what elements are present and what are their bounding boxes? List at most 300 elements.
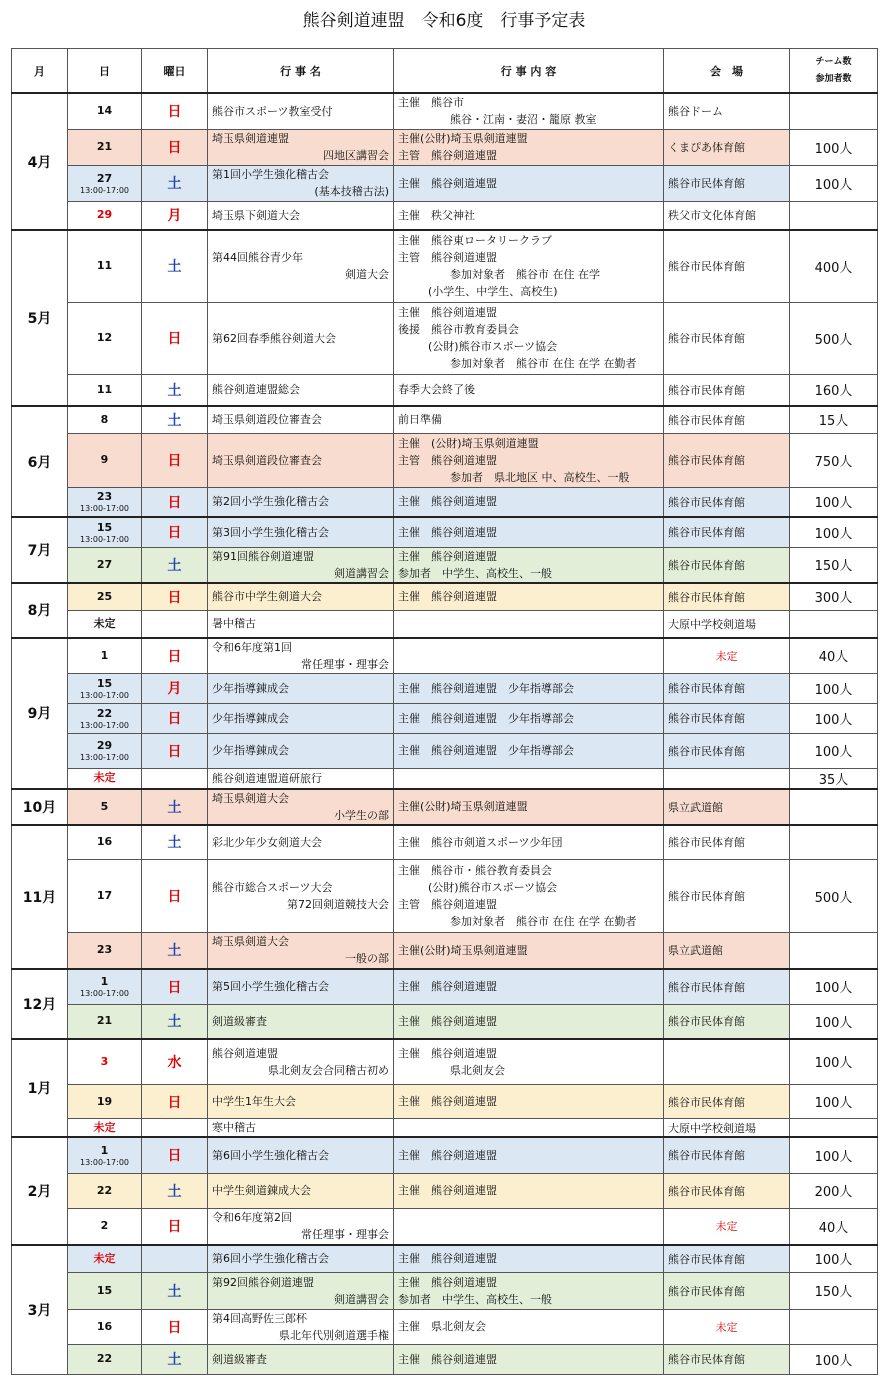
date-cell [68, 768, 142, 789]
event-cell [208, 583, 394, 611]
content-cell [394, 1137, 664, 1173]
date-value: 未定 [93, 1120, 116, 1134]
event-cell [208, 1272, 394, 1309]
time-range: 13:00-17:00 [80, 720, 129, 730]
content-line: 主催 熊谷市剣道スポーツ少年団 [398, 835, 563, 849]
table-row [12, 583, 878, 611]
event-line: 県北剣友会合同稽古初め [268, 1063, 389, 1077]
venue-cell: 熊谷市民体育館 [664, 703, 790, 733]
weekday-cell: 土 [142, 1173, 208, 1208]
event-line: 彩北少年少女剣道大会 [212, 835, 322, 849]
weekday-cell: 月 [142, 201, 208, 230]
count-cell: 100人 [790, 165, 878, 201]
count-cell: 100人 [790, 517, 878, 547]
count-cell: 35人 [790, 768, 878, 789]
weekday-cell: 日 [142, 583, 208, 611]
venue-cell: 熊谷市民体育館 [664, 1245, 790, 1272]
table-row [12, 487, 878, 517]
event-line: 第2回小学生強化稽古会 [212, 495, 329, 509]
time-range: 13:00-17:00 [80, 1157, 129, 1167]
count-cell: 500人 [790, 860, 878, 933]
event-line: 埼玉県剣道大会 [212, 935, 289, 949]
time-range: 13:00-17:00 [80, 690, 129, 700]
table-row [12, 1005, 878, 1039]
event-cell [208, 201, 394, 230]
weekday-cell: 日 [142, 1208, 208, 1245]
content-line: 主催 熊谷剣道連盟 少年指導部会 [398, 681, 574, 695]
venue-cell: 熊谷市民体育館 [664, 230, 790, 302]
count-cell: 15人 [790, 406, 878, 433]
content-line: 参加者 中学生、高校生、一般 [398, 566, 552, 580]
content-line: (小学生、中学生、高校生) [428, 285, 558, 299]
content-line: 前日準備 [398, 413, 442, 427]
count-cell: 750人 [790, 433, 878, 487]
event-line: 第91回熊谷剣道連盟 [212, 549, 314, 563]
table-row [12, 703, 878, 733]
content-cell [394, 1005, 664, 1039]
content-line: 主催 熊谷剣道連盟 [398, 176, 497, 190]
weekday-cell: 土 [142, 789, 208, 825]
content-cell [394, 1173, 664, 1208]
event-cell [208, 1119, 394, 1138]
weekday-cell: 日 [142, 969, 208, 1005]
content-cell [394, 487, 664, 517]
content-line: 参加対象者 熊谷市 在住 在学 [450, 268, 600, 282]
date-cell [68, 933, 142, 969]
content-line: 参加者 県北地区 中、高校生、一般 [450, 470, 630, 484]
event-cell [208, 768, 394, 789]
content-line: 主管 熊谷剣道連盟 [398, 898, 497, 911]
event-line: 寒中稽古 [212, 1121, 256, 1134]
date-value: 25 [96, 589, 113, 603]
date-cell [68, 1344, 142, 1374]
venue-cell: 熊谷市民体育館 [664, 1173, 790, 1208]
count-cell: 150人 [790, 547, 878, 583]
event-line: 剣道級審査 [212, 1352, 267, 1366]
content-cell [394, 673, 664, 703]
event-cell [208, 1085, 394, 1119]
month-cell: 2月 [12, 1137, 68, 1245]
header-venue: 会 場 [664, 49, 790, 94]
time-range: 13:00-17:00 [80, 504, 129, 514]
date-cell [68, 1039, 142, 1085]
event-line: 第44回熊谷青少年 [212, 251, 303, 265]
event-cell [208, 703, 394, 733]
event-line: 四地区講習会 [323, 149, 389, 162]
content-line: 主催 秩父神社 [398, 208, 475, 222]
weekday-cell: 日 [142, 638, 208, 674]
count-cell: 100人 [790, 1005, 878, 1039]
content-line: 主管 熊谷剣道連盟 [398, 251, 497, 265]
date-value: 22 [96, 706, 113, 720]
date-value: 17 [96, 889, 113, 902]
header-event: 行 事 名 [208, 49, 394, 94]
content-cell [394, 733, 664, 768]
event-cell [208, 406, 394, 433]
table-row [12, 406, 878, 433]
content-cell [394, 1309, 664, 1344]
event-line: 剣道大会 [345, 268, 389, 282]
date-value: 16 [96, 1319, 113, 1333]
count-cell: 100人 [790, 673, 878, 703]
content-line: (公財)熊谷市スポーツ協会 [428, 340, 558, 353]
content-line: 主催 熊谷市・熊谷教育委員会 [398, 864, 552, 877]
content-cell [394, 703, 664, 733]
weekday-cell: 水 [142, 1039, 208, 1085]
event-line: 埼玉県下剣道大会 [212, 208, 300, 222]
date-value: 23 [96, 943, 113, 957]
event-cell [208, 1173, 394, 1208]
count-cell: 40人 [790, 638, 878, 674]
content-line: 主催(公財)埼玉県剣道連盟 [398, 943, 528, 957]
date-value: 未定 [93, 771, 116, 784]
venue-cell: 熊谷市民体育館 [664, 969, 790, 1005]
event-cell [208, 374, 394, 406]
content-cell [394, 1344, 664, 1374]
table-row [12, 1173, 878, 1208]
weekday-cell: 月 [142, 673, 208, 703]
event-line: 第72回剣道競技大会 [287, 898, 389, 911]
content-line: (公財)熊谷市スポーツ協会 [428, 881, 558, 894]
event-line: 県北年代別剣道選手権 [279, 1328, 389, 1342]
date-value: 3 [100, 1054, 109, 1068]
date-cell [68, 1085, 142, 1119]
weekday-cell [142, 1119, 208, 1138]
venue-cell: 熊谷市民体育館 [664, 733, 790, 768]
event-line: 常任理事・理事会 [301, 1228, 389, 1242]
content-cell [394, 1272, 664, 1309]
date-cell [68, 611, 142, 638]
weekday-cell: 日 [142, 1137, 208, 1173]
content-line: 主催 熊谷剣道連盟 [398, 980, 497, 994]
event-line: 埼玉県剣道段位審査会 [212, 413, 322, 427]
header-month: 月 [12, 49, 68, 94]
date-cell [68, 517, 142, 547]
content-cell [394, 93, 664, 129]
content-line: 主催 熊谷市 [398, 96, 464, 110]
weekday-cell: 土 [142, 374, 208, 406]
month-cell: 10月 [12, 789, 68, 825]
event-cell [208, 1137, 394, 1173]
content-cell [394, 1245, 664, 1272]
table-row [12, 547, 878, 583]
date-value: 11 [96, 382, 113, 396]
event-cell [208, 933, 394, 969]
venue-cell: 熊谷市民体育館 [664, 1005, 790, 1039]
content-cell [394, 1039, 664, 1085]
table-row [12, 1208, 878, 1245]
table-row [12, 825, 878, 860]
date-cell [68, 165, 142, 201]
table-row [12, 768, 878, 789]
event-line: 熊谷市中学生剣道大会 [212, 590, 322, 604]
content-line: 主催 熊谷東ロータリークラブ [398, 234, 552, 248]
date-cell [68, 129, 142, 165]
venue-cell: 熊谷ドーム [664, 93, 790, 129]
event-line: 熊谷市スポーツ教室受付 [212, 104, 333, 118]
page-title: 熊谷剣道連盟 令和6度 行事予定表 [302, 11, 586, 31]
weekday-cell: 土 [142, 406, 208, 433]
date-value: 未定 [93, 1251, 116, 1265]
header-count-line2: 参加者数 [815, 73, 852, 84]
count-cell: 300人 [790, 583, 878, 611]
date-value: 14 [96, 104, 113, 118]
table-row [12, 1272, 878, 1309]
content-cell [394, 433, 664, 487]
event-cell [208, 860, 394, 933]
count-cell [790, 201, 878, 230]
event-cell [208, 165, 394, 201]
date-cell [68, 433, 142, 487]
date-value: 23 [96, 490, 113, 504]
content-line: 主催 熊谷剣道連盟 [398, 1275, 497, 1289]
date-cell [68, 1005, 142, 1039]
month-cell: 7月 [12, 517, 68, 583]
content-cell [394, 611, 664, 638]
weekday-cell: 日 [142, 433, 208, 487]
content-line: 主催(公財)埼玉県剣道連盟 [398, 800, 528, 813]
date-value: 12 [96, 331, 113, 344]
event-cell [208, 1245, 394, 1272]
event-cell [208, 129, 394, 165]
weekday-cell: 日 [142, 517, 208, 547]
content-line: 主管 熊谷剣道連盟 [398, 149, 497, 162]
venue-cell: 熊谷市民体育館 [664, 825, 790, 860]
date-cell [68, 230, 142, 302]
content-line: 県北剣友会 [450, 1063, 505, 1077]
content-line: 主催 熊谷剣道連盟 [398, 1252, 497, 1266]
table-row [12, 673, 878, 703]
weekday-cell: 日 [142, 487, 208, 517]
weekday-cell: 土 [142, 165, 208, 201]
content-line: 主催(公財)埼玉県剣道連盟 [398, 132, 528, 145]
date-cell [68, 673, 142, 703]
content-cell [394, 374, 664, 406]
table-row [12, 789, 878, 825]
date-cell [68, 825, 142, 860]
event-line: 熊谷剣道連盟 [212, 1046, 278, 1060]
content-line: 主催 熊谷剣道連盟 [398, 1184, 497, 1197]
event-cell [208, 673, 394, 703]
weekday-cell: 日 [142, 129, 208, 165]
event-cell [208, 969, 394, 1005]
count-cell: 400人 [790, 230, 878, 302]
date-value: 15 [96, 520, 113, 534]
date-cell [68, 406, 142, 433]
venue-cell: 未定 [664, 1208, 790, 1245]
table-row [12, 93, 878, 129]
event-cell [208, 611, 394, 638]
venue-cell: 熊谷市民体育館 [664, 1085, 790, 1119]
venue-cell: 熊谷市民体育館 [664, 1344, 790, 1374]
venue-cell: 熊谷市民体育館 [664, 860, 790, 933]
table-row [12, 969, 878, 1005]
date-cell [68, 703, 142, 733]
content-line: 後援 熊谷市教育委員会 [398, 323, 519, 336]
date-value: 27 [96, 171, 113, 185]
event-cell [208, 1309, 394, 1344]
event-cell [208, 547, 394, 583]
date-cell [68, 860, 142, 933]
time-range: 13:00-17:00 [80, 185, 129, 195]
table-row [12, 517, 878, 547]
event-line: 第3回小学生強化稽古会 [212, 525, 329, 539]
date-value: 1 [100, 648, 109, 662]
weekday-cell [142, 1245, 208, 1272]
venue-cell: 未定 [664, 1309, 790, 1344]
content-cell [394, 933, 664, 969]
count-cell [790, 1309, 878, 1344]
content-line: 主催 熊谷剣道連盟 [398, 549, 497, 563]
content-cell [394, 1208, 664, 1245]
table-row [12, 129, 878, 165]
date-cell [68, 487, 142, 517]
weekday-cell: 土 [142, 230, 208, 302]
table-row [12, 201, 878, 230]
month-cell: 3月 [12, 1245, 68, 1374]
date-cell [68, 374, 142, 406]
date-cell [68, 638, 142, 674]
time-range: 13:00-17:00 [80, 534, 129, 544]
content-cell [394, 302, 664, 374]
count-cell [790, 611, 878, 638]
content-cell [394, 789, 664, 825]
weekday-cell: 土 [142, 1344, 208, 1374]
content-cell [394, 583, 664, 611]
date-cell [68, 1173, 142, 1208]
content-cell [394, 768, 664, 789]
month-cell: 11月 [12, 825, 68, 969]
weekday-cell: 土 [142, 933, 208, 969]
venue-cell: 熊谷市民体育館 [664, 517, 790, 547]
event-line: 暑中稽古 [212, 617, 256, 631]
content-cell [394, 1119, 664, 1138]
event-line: 小学生の部 [334, 808, 389, 822]
count-cell: 200人 [790, 1173, 878, 1208]
date-cell [68, 583, 142, 611]
count-cell: 100人 [790, 1085, 878, 1119]
header-count-line1: チーム数 [815, 56, 852, 67]
content-cell [394, 547, 664, 583]
header-count [790, 49, 878, 94]
event-cell [208, 789, 394, 825]
venue-cell: 熊谷市民体育館 [664, 487, 790, 517]
date-value: 未定 [93, 616, 116, 630]
event-line: 熊谷剣道連盟道研旅行 [212, 771, 322, 785]
event-line: (基本技稽古法) [314, 185, 389, 198]
weekday-cell: 日 [142, 302, 208, 374]
event-line: 少年指導錬成会 [212, 711, 289, 725]
content-line: 参加者 中学生、高校生、一般 [398, 1292, 552, 1306]
content-cell [394, 1085, 664, 1119]
table-row [12, 638, 878, 674]
event-line: 少年指導錬成会 [212, 681, 289, 695]
event-cell [208, 1005, 394, 1039]
weekday-cell [142, 768, 208, 789]
date-value: 21 [96, 1014, 113, 1028]
event-cell [208, 825, 394, 860]
date-cell [68, 1208, 142, 1245]
date-value: 9 [100, 453, 109, 466]
event-cell [208, 433, 394, 487]
event-line: 埼玉県剣道大会 [212, 791, 289, 805]
venue-cell: 熊谷市民体育館 [664, 406, 790, 433]
date-value: 1 [100, 975, 109, 989]
weekday-cell: 土 [142, 825, 208, 860]
count-cell: 100人 [790, 969, 878, 1005]
count-cell [790, 825, 878, 860]
venue-cell: 大原中学校剣道場 [664, 611, 790, 638]
content-line: 主催 (公財)埼玉県剣道連盟 [398, 436, 539, 450]
date-value: 29 [96, 208, 113, 222]
count-cell [790, 933, 878, 969]
date-value: 1 [100, 1143, 109, 1157]
event-line: 第62回春季熊谷剣道大会 [212, 331, 336, 345]
event-line: 埼玉県剣道連盟 [212, 132, 289, 145]
count-cell: 100人 [790, 487, 878, 517]
date-cell [68, 201, 142, 230]
content-line: 主催 熊谷剣道連盟 [398, 1014, 497, 1028]
date-value: 21 [96, 140, 113, 153]
table-row [12, 230, 878, 302]
event-cell [208, 230, 394, 302]
month-cell: 4月 [12, 93, 68, 230]
venue-cell: 熊谷市民体育館 [664, 374, 790, 406]
date-cell [68, 547, 142, 583]
content-line: 主催 県北剣友会 [398, 1320, 486, 1333]
table-row [12, 1039, 878, 1085]
table-row [12, 1245, 878, 1272]
event-line: 令和6年度第1回 [212, 640, 292, 654]
date-value: 8 [100, 412, 109, 426]
table-row [12, 1344, 878, 1374]
table-row [12, 374, 878, 406]
date-cell [68, 93, 142, 129]
content-cell [394, 129, 664, 165]
event-line: 熊谷剣道連盟総会 [212, 383, 300, 397]
content-cell [394, 165, 664, 201]
date-value: 2 [100, 1219, 109, 1233]
table-row [12, 860, 878, 933]
month-cell: 12月 [12, 969, 68, 1039]
count-cell: 100人 [790, 733, 878, 768]
content-line: 春季大会終了後 [398, 383, 475, 397]
date-cell [68, 969, 142, 1005]
event-cell [208, 302, 394, 374]
content-line: 主催 熊谷剣道連盟 [398, 1046, 497, 1060]
content-cell [394, 969, 664, 1005]
table-row [12, 733, 878, 768]
weekday-cell: 日 [142, 1085, 208, 1119]
table-row [12, 1085, 878, 1119]
event-line: 剣道講習会 [334, 1292, 389, 1306]
event-line: 第5回小学生強化稽古会 [212, 980, 329, 994]
venue-cell: 熊谷市民体育館 [664, 165, 790, 201]
event-line: 剣道講習会 [334, 566, 389, 580]
count-cell: 100人 [790, 1245, 878, 1272]
event-line: 第4回高野佐三郎杯 [212, 1311, 307, 1325]
venue-cell: 県立武道館 [664, 933, 790, 969]
table-row [12, 165, 878, 201]
venue-cell: 熊谷市民体育館 [664, 673, 790, 703]
weekday-cell: 日 [142, 1309, 208, 1344]
date-cell [68, 1245, 142, 1272]
weekday-cell: 日 [142, 93, 208, 129]
date-cell [68, 1309, 142, 1344]
count-cell: 100人 [790, 1344, 878, 1374]
count-cell: 100人 [790, 129, 878, 165]
schedule-table [11, 48, 878, 1375]
